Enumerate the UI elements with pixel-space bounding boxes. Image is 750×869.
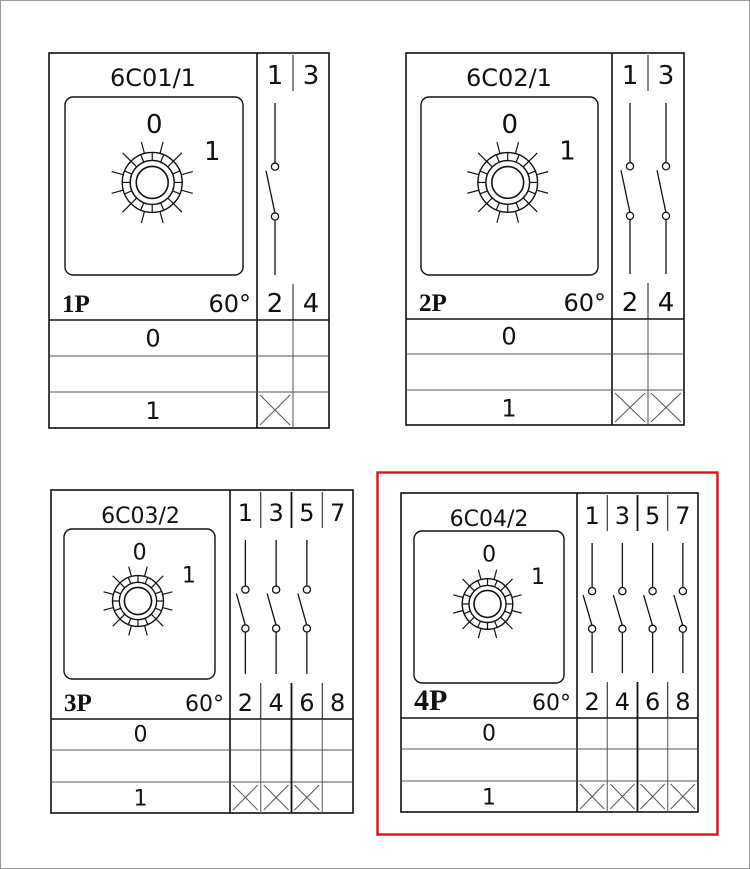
switch-panel-6c04-2 [401,493,698,812]
contact-terminal-bottom [626,212,633,219]
knob-position-1: 1 [181,563,196,589]
knob-center [492,167,524,199]
terminal-top-3: 3 [657,61,675,91]
switch-model-title: 6C01/1 [110,64,196,92]
terminal-top-7: 7 [675,502,691,530]
knob-serration [478,581,481,587]
contact-terminal-top [619,588,626,595]
terminal-top-1: 1 [266,61,284,91]
panel-border [401,493,698,812]
knob-serration [128,618,131,624]
contact-terminal-bottom [273,625,280,632]
knob-serration [528,191,535,194]
knob-serration [120,583,125,588]
knob-tick [160,211,163,223]
knob-tick [141,211,144,223]
knob-serration [505,594,511,597]
knob-serration [501,617,506,622]
knob-tick [478,570,481,580]
knob-tick [123,153,131,161]
knob-tick [512,611,522,614]
knob-serration [464,611,470,614]
knob-tick [113,576,120,583]
contact-terminal-bottom [679,625,686,632]
knob-tick [145,567,148,577]
switch-panel-6c03-2 [51,490,353,813]
knob-serration [128,577,131,583]
knob-tick [505,579,512,586]
contact-terminal-bottom [662,212,669,219]
knob-tick [173,153,181,161]
knob-serration [145,618,148,624]
terminal-bottom-4: 4 [268,689,284,717]
knob-serration [487,161,493,167]
contact-blade [298,594,307,626]
knob-serration [516,203,519,210]
knob-center [124,587,151,614]
terminal-bottom-2: 2 [237,689,254,717]
knob-tick [512,595,522,598]
terminal-bottom-4: 4 [657,288,675,318]
contact-blade [674,595,683,626]
knob-tick [497,211,500,223]
knob-serration [161,203,164,210]
knob-tick [453,595,463,598]
contact-terminal-top [626,163,633,170]
knob-serration [145,577,148,583]
knob-tick [129,567,132,577]
contact-terminal-bottom [271,213,278,220]
angle-label: 60° [532,691,571,716]
contact-terminal-top [649,588,656,595]
knob-tick [462,579,469,586]
contact-terminal-top [273,586,280,593]
table-position-1: 1 [501,394,517,423]
knob-serration [151,614,156,619]
contact-terminal-top [662,163,669,170]
terminal-bottom-4: 4 [614,688,631,716]
knob-position-0: 0 [482,542,497,568]
pole-label: 4P [414,684,448,717]
panel-border [406,53,684,425]
terminal-top-3: 3 [302,61,320,91]
knob-tick [156,576,163,583]
contact-terminal-bottom [589,625,596,632]
knob-tick [478,628,481,638]
knob-serration [470,617,475,622]
knob-serration [173,171,180,174]
knob-tick [123,204,131,212]
knob-serration [131,161,137,167]
knob-serration [125,191,132,194]
contact-terminal-bottom [242,625,249,632]
knob-tick [505,622,512,629]
table-position-0: 0 [133,722,148,748]
knob-tick [529,204,537,212]
contact-blade [613,595,622,626]
contact-blade [583,595,592,626]
terminal-bottom-6: 6 [644,688,661,716]
switch-model-title: 6C04/2 [449,507,529,532]
contact-terminal-bottom [649,625,656,632]
terminal-bottom-2: 2 [266,289,284,319]
knob-center [474,590,501,617]
knob-serration [496,155,499,162]
knob-serration [478,621,481,627]
knob-tick [145,626,148,636]
knob-serration [114,591,120,594]
pole-label: 1P [62,291,90,318]
contact-terminal-top [242,586,249,593]
contact-terminal-bottom [619,625,626,632]
angle-label: 60° [208,290,251,318]
knob-tick [537,172,549,175]
knob-position-0: 0 [501,109,518,140]
terminal-bottom-8: 8 [329,689,346,717]
knob-serration [155,591,161,594]
knob-tick [529,153,537,161]
knob-tick [141,142,144,154]
knob-serration [161,155,164,162]
terminal-top-3: 3 [614,502,631,530]
knob-position-1: 1 [203,137,221,167]
knob-serration [495,621,498,627]
knob-tick [515,211,518,223]
table-position-1: 1 [133,786,148,812]
pole-label: 3P [64,690,92,717]
knob-tick [467,172,479,175]
knob-tick [163,592,173,595]
knob-tick [112,190,124,193]
contact-blade [266,171,275,214]
knob-tick [537,190,549,193]
knob-tick [453,611,463,614]
knob-tick [181,172,193,175]
switch-model-title: 6C02/1 [466,64,552,92]
knob-serration [516,155,519,162]
knob-tick [494,570,497,580]
contact-terminal-top [589,588,596,595]
knob-serration [496,203,499,210]
contact-blade [644,595,653,626]
knob-center [136,166,168,198]
terminal-bottom-6: 6 [299,689,315,717]
contact-blade [657,170,666,213]
knob-serration [173,191,180,194]
knob-serration [168,198,174,204]
terminal-top-3: 3 [268,499,284,527]
switch-panel-6c02-1 [406,53,684,425]
terminal-bottom-2: 2 [584,688,600,716]
knob-tick [497,142,500,154]
knob-tick [467,190,479,193]
knob-tick [173,204,181,212]
knob-tick [156,619,163,626]
knob-tick [181,190,193,193]
knob-position-1: 1 [559,136,576,167]
terminal-bottom-2: 2 [621,288,639,318]
pole-label: 2P [419,290,447,317]
panel-border [51,490,353,813]
terminal-top-1: 1 [237,499,254,527]
terminal-bottom-4: 4 [302,289,320,319]
knob-serration [151,583,156,588]
knob-serration [505,611,511,614]
knob-serration [528,171,535,174]
knob-serration [120,614,125,619]
knob-serration [464,594,470,597]
contact-blade [236,594,245,626]
contact-terminal-top [679,588,686,595]
knob-tick [104,608,114,611]
terminal-top-7: 7 [329,499,346,527]
terminal-top-1: 1 [621,61,639,91]
knob-serration [131,198,137,204]
knob-serration [523,161,529,167]
table-position-1: 1 [482,785,496,811]
switch-panel-6c01-1 [49,53,329,428]
terminal-top-5: 5 [299,499,315,527]
knob-serration [141,155,144,162]
knob-tick [478,204,486,212]
knob-serration [495,581,498,587]
knob-tick [478,153,486,161]
knob-tick [160,142,163,154]
knob-serration [470,586,475,591]
knob-serration [168,161,174,167]
knob-tick [112,172,124,175]
knob-position-0: 0 [145,110,163,140]
table-position-0: 0 [482,721,496,747]
knob-serration [155,608,161,611]
contact-terminal-top [303,586,310,593]
knob-position-0: 0 [132,540,147,566]
angle-label: 60° [185,692,224,717]
knob-serration [523,198,529,204]
angle-label: 60° [563,289,606,317]
knob-serration [501,586,506,591]
switch-model-title: 6C03/2 [101,504,180,529]
contact-terminal-top [271,163,278,170]
panel-border [49,53,329,428]
table-position-0: 0 [501,322,517,351]
table-position-0: 0 [145,324,161,353]
knob-serration [480,191,487,194]
knob-tick [462,622,469,629]
knob-tick [113,619,120,626]
terminal-top-5: 5 [644,502,661,530]
table-position-1: 1 [145,397,161,425]
highlight-frame [378,473,718,835]
knob-position-1: 1 [531,565,546,591]
contact-blade [621,170,630,213]
knob-serration [114,608,120,611]
knob-serration [487,198,493,204]
knob-tick [163,608,173,611]
terminal-top-1: 1 [584,502,600,530]
knob-serration [125,171,132,174]
contact-terminal-bottom [303,625,310,632]
knob-tick [129,626,132,636]
knob-serration [141,203,144,210]
terminal-bottom-8: 8 [675,688,691,716]
contact-blade [267,594,276,626]
knob-tick [515,142,518,154]
knob-tick [494,628,497,638]
knob-tick [104,592,114,595]
knob-serration [480,171,487,174]
